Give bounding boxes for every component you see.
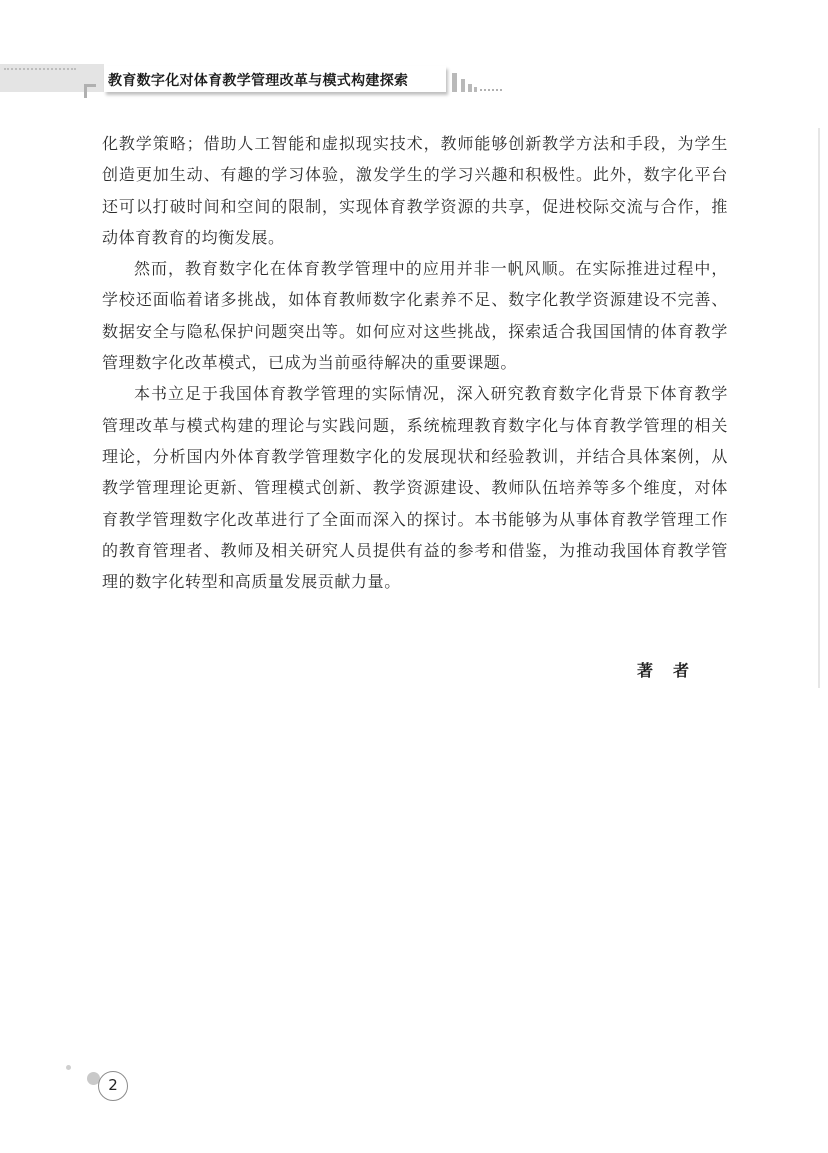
body-text [102, 128, 728, 597]
header-decor-bar [452, 73, 457, 92]
header-decor-corner [84, 84, 96, 98]
running-header [0, 64, 520, 104]
header-decor-bar [461, 79, 465, 92]
paragraph: 化教学策略；借助人工智能和虚拟现实技术，教师能够创新教学方法和手段，为学生创造更加生动、有趣的学习体验，激发学生的学习兴趣和积极性。此外，数字化平台还可以打破时间和空间的限制，实现体育教学资源的共享，促进校际交流与合作，推动体育教育的均衡发展。 [102, 134, 728, 247]
page-number: 2 [98, 1071, 128, 1101]
header-decor-bar [468, 84, 472, 92]
paragraph: 本书立足于我国体育教学管理的实际情况，深入研究教育数字化背景下体育教学管理改革与模式构建的理论与实践问题，系统梳理教育数字化与体育教学管理的相关理论，分析国内外体育教学管理数字化的发展现状和经验教训，并结合具体案例，从教学管理理论更新、管理模式创新、教学资源建设、教师队伍培养等多个维度，对体育教学管理数字化改革进行了全面而深入的探讨。本书能够为从事体育教学管理工作的教育管理者、教师及相关研究人员提供有益的参考和借鉴，为推动我国体育教学管理的数字化转型和高质量发展贡献力量。 [102, 384, 728, 592]
header-decor-dots [4, 68, 76, 70]
footer-decor-dot [66, 1065, 71, 1070]
header-decor-dots-end [480, 89, 502, 91]
author-signature: 著者 [637, 661, 710, 680]
header-title: 教育数字化对体育教学管理改革与模式构建探索 [108, 73, 409, 89]
header-decor-bar [474, 87, 477, 92]
page-edge-shadow [818, 128, 820, 688]
paragraph: 然而，教育数字化在体育教学管理中的应用并非一帆风顺。在实际推进过程中，学校还面临着诸多挑战，如体育教师数字化素养不足、数字化教学资源建设不完善、数据安全与隐私保护问题突出等。如何应对这些挑战，探索适合我国国情的体育教学管理数字化改革模式，已成为当前亟待解决的重要课题。 [102, 259, 728, 373]
header-title-box [104, 66, 446, 92]
